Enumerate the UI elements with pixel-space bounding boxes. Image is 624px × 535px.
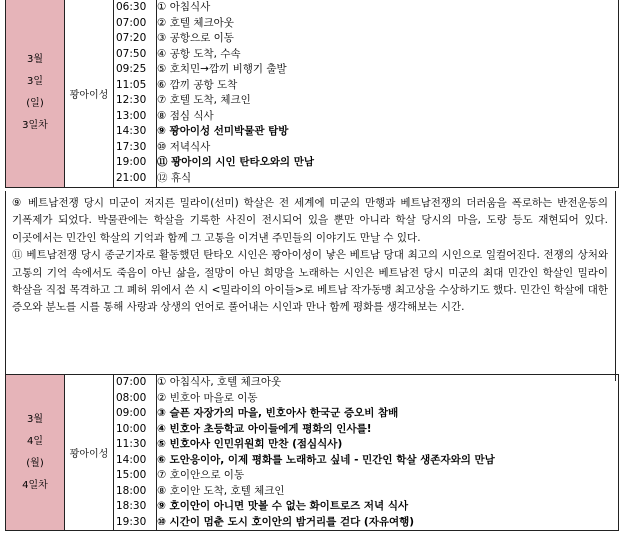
schedule-time: 07:00: [116, 16, 147, 29]
schedule-activity: ⑤ 호치민→깜끼 비행기 출발: [157, 63, 287, 76]
schedule-time: 21:00: [116, 172, 147, 185]
schedule-activity: ④ 빈호아 초등학교 아이들에게 평화의 인사를!: [157, 422, 372, 435]
day2-city: 꽝아이성: [65, 375, 114, 531]
day1-city: 꽝아이성: [65, 0, 114, 187]
day2-schedule-table: [5, 374, 619, 531]
schedule-time: 07:00: [116, 376, 147, 388]
schedule-time: 11:30: [116, 438, 147, 451]
schedule-activity: ⑨ 꽝아이성 선미박물관 탐방: [157, 125, 289, 138]
day1-date-cell: [6, 0, 65, 187]
day1-schedule-table: [5, 0, 619, 188]
schedule-time: 18:00: [116, 484, 147, 497]
schedule-time: 15:00: [116, 469, 147, 482]
schedule-activity: ① 아침식사: [157, 1, 211, 13]
schedule-activity: ⑨ 호이안이 아니면 맛볼 수 없는 화이트로즈 저녁 식사: [157, 500, 409, 513]
schedule-activity: ④ 공항 도착, 수속: [157, 47, 241, 60]
schedule-time: 17:30: [116, 140, 147, 153]
schedule-time: 14:00: [116, 453, 147, 466]
schedule-activity: ① 아침식사, 호텔 체크아웃: [157, 376, 282, 388]
day2-weekday: (월): [26, 457, 44, 469]
day1-day: 3일: [26, 76, 44, 88]
schedule-activity: ⑦ 호이안으로 이동: [157, 469, 245, 482]
day2-date-cell: [6, 375, 65, 531]
schedule-time: 07:50: [116, 47, 147, 60]
schedule-time: 11:05: [116, 78, 147, 91]
schedule-activity: ⑧ 호이안 도착, 호텔 체크인: [157, 484, 285, 497]
schedule-activity: ⑦ 호텔 도착, 체크인: [157, 94, 251, 107]
schedule-activity: ② 빈호아 마을로 이동: [157, 391, 258, 404]
notes-section: [5, 191, 616, 381]
schedule-time: 12:30: [116, 94, 147, 107]
day2-day-number: 4일차: [22, 479, 48, 491]
schedule-activity: ⑥ 도안응이아, 이제 평화를 노래하고 싶네 - 민간인 학살 생존자와의 만남: [157, 453, 495, 466]
schedule-activity: ⑫ 휴식: [157, 172, 192, 185]
schedule-time: 08:00: [116, 391, 147, 404]
note-paragraph: ⑪ 베트남전쟁 당시 종군기자로 활동했던 탄타오 시인은 꽝아이성이 낳은 베트남 당대 최고의 시인으로 일컬어진다. 전쟁의 상처와 고통의 기억 속에서도 죽음이 아닌 삶을, 절망이 아닌 희망을 노래하는 시인은 베트남전 당시 미군의 최대 민간인 학살인 밀라이 학살을 직접 목격하고 그 폐허 위에서 쓴 시 <밀라이의 아이들>로 베트남 작가동맹 최고상을 수상하기도 했다. 민간인 학살에 대한 증오와 분노를 시를 통해 사랑과 상생의 언어로 풀어내는 시인과 만나 함께 평화를 생각해보는 시간.: [12, 249, 608, 314]
schedule-time: 09:00: [116, 407, 147, 420]
schedule-time: 18:30: [116, 500, 147, 513]
day2-month: 3월: [26, 413, 44, 425]
note-paragraph: ⑨ 베트남전쟁 당시 미군이 저지른 밀라이(선미) 학살은 전 세계에 미군의 만행과 베트남전쟁의 더러움을 폭로하는 반전운동의 기폭제가 되었다. 박물관에는 학살을 기록한 사진이 전시되어 있을 뿐만 아니라 학살 당시의 마을, 도랑 등도 재현되어 있다. 이곳에서는 민간인 학살의 기억과 함께 그 고통을 이겨낸 주민들의 이야기도 만날 수 있다.: [12, 197, 608, 244]
schedule-activity: ⑧ 점심 식사: [157, 109, 214, 122]
schedule-activity: ⑩ 시간이 멈춘 도시 호이안의 밤거리를 걷다 (자유여행): [157, 515, 415, 528]
day1-times: [114, 0, 157, 187]
schedule-time: 13:00: [116, 109, 147, 122]
schedule-activity: ② 호텔 체크아웃: [157, 16, 234, 29]
schedule-time: 14:30: [116, 125, 147, 138]
schedule-activity: ③ 슬픈 자장가의 마을, 빈호아사 한국군 증오비 참배: [157, 407, 399, 420]
day1-weekday: (일): [26, 98, 44, 110]
day2-day: 4일: [26, 435, 44, 447]
schedule-time: 10:00: [116, 422, 147, 435]
schedule-time: 19:30: [116, 515, 147, 528]
schedule-activity: ⑥ 깜끼 공항 도착: [157, 78, 238, 91]
day1-activities: [157, 0, 619, 187]
schedule-activity: ⑪ 꽝아이의 시인 탄타오와의 만남: [157, 156, 314, 169]
schedule-activity: ⑩ 저녁식사: [157, 140, 211, 153]
schedule-activity: ③ 공항으로 이동: [157, 32, 234, 45]
schedule-time: 19:00: [116, 156, 147, 169]
schedule-time: 09:25: [116, 63, 147, 76]
day2-activities: [157, 375, 619, 531]
day2-times: [114, 375, 157, 531]
schedule-time: 06:30: [116, 1, 147, 13]
schedule-time: 07:20: [116, 32, 147, 45]
schedule-activity: ⑤ 빈호아사 인민위원회 만찬 (점심식사): [157, 438, 343, 451]
day1-month: 3월: [26, 54, 44, 66]
day1-day-number: 3일차: [22, 120, 48, 132]
